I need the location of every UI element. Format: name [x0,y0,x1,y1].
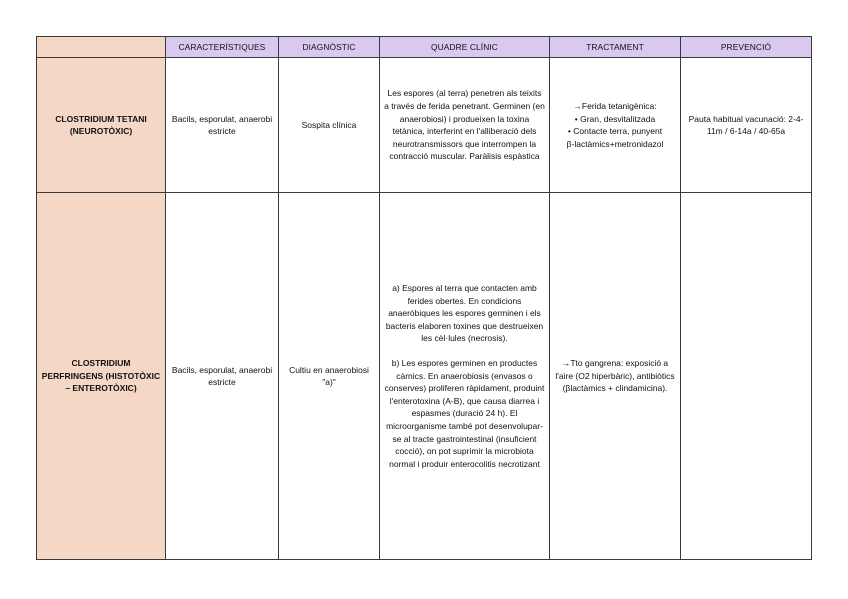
cell-tractament [550,58,681,193]
cell-caracteristiques: Bacils, esporulat, anaerobi estricte [166,193,279,560]
tractament-line: β-lactàmics+metronidazol [566,138,664,149]
clinic-paragraph-b: b) Les espores germinen en productes càrnics. En anaerobiosis (envasos o conserves) proliferen ràpidament, produint l'enterotoxina (A-B), que causa diarrea i espasmes (duració 24 h). El microorganisme també pot desenvolupar-se al tracte gastrointestinal (insuficient cocció), on pot suprimir la microbiota normal i produir enterocolitis necrotizant [384,357,545,469]
header-diagnostic: DIAGNÒSTIC [279,37,380,58]
tractament-line: • Contacte terra, punyent [567,126,663,137]
table-row [37,58,812,193]
clinic-paragraph-a: a) Espores al terra que contacten amb ferides obertes. En condicions anaeròbiques les espores germinen i els bacteris elaboren toxines que destrueixen les cèl·lules (necrosis). [385,282,544,344]
tractament-line: →Ferida tetanigènica: [573,100,657,111]
cell-caracteristiques: Bacils, esporulat, anaerobi estricte [166,58,279,193]
cell-diagnostic: Cultiu en anaerobiosi "a)" [279,193,380,560]
clostridium-table [36,36,812,560]
header-row [37,37,812,58]
cell-quadre-clinic: Les espores (al terra) penetren als teixits a través de ferida penetrant. Germinen (en anaerobiosi) i produeixen la toxina tetànica, interferint en l'alliberació dels neurotransmissors que interrompen la contracció muscular. Paràlisis espàstica [380,58,550,193]
cell-prevencio [681,193,812,560]
header-tractament: TRACTAMENT [550,37,681,58]
cell-diagnostic: Sospita clínica [279,58,380,193]
table-row [37,193,812,560]
cell-quadre-clinic [380,193,550,560]
tractament-line: • Gran, desvitalitzada [574,113,656,124]
cell-tractament: →Tto gangrena: exposició a l'aire (O2 hiperbàric), antibiòtics (βlactàmics + clindamicina). [550,193,681,560]
row-name-perfringens: CLOSTRIDIUM PERFRINGENS (HISTOTÒXIC – ENTEROTÒXIC) [37,193,166,560]
header-prevencio: PREVENCIÓ [681,37,812,58]
header-corner [37,37,166,58]
header-quadre-clinic: QUADRE CLÍNIC [380,37,550,58]
header-caracteristiques: CARACTERÍSTIQUES [166,37,279,58]
row-name-tetani: CLOSTRIDIUM TETANI (NEUROTÒXIC) [37,58,166,193]
cell-prevencio: Pauta habitual vacunació: 2-4-11m / 6-14a / 40-65a [681,58,812,193]
